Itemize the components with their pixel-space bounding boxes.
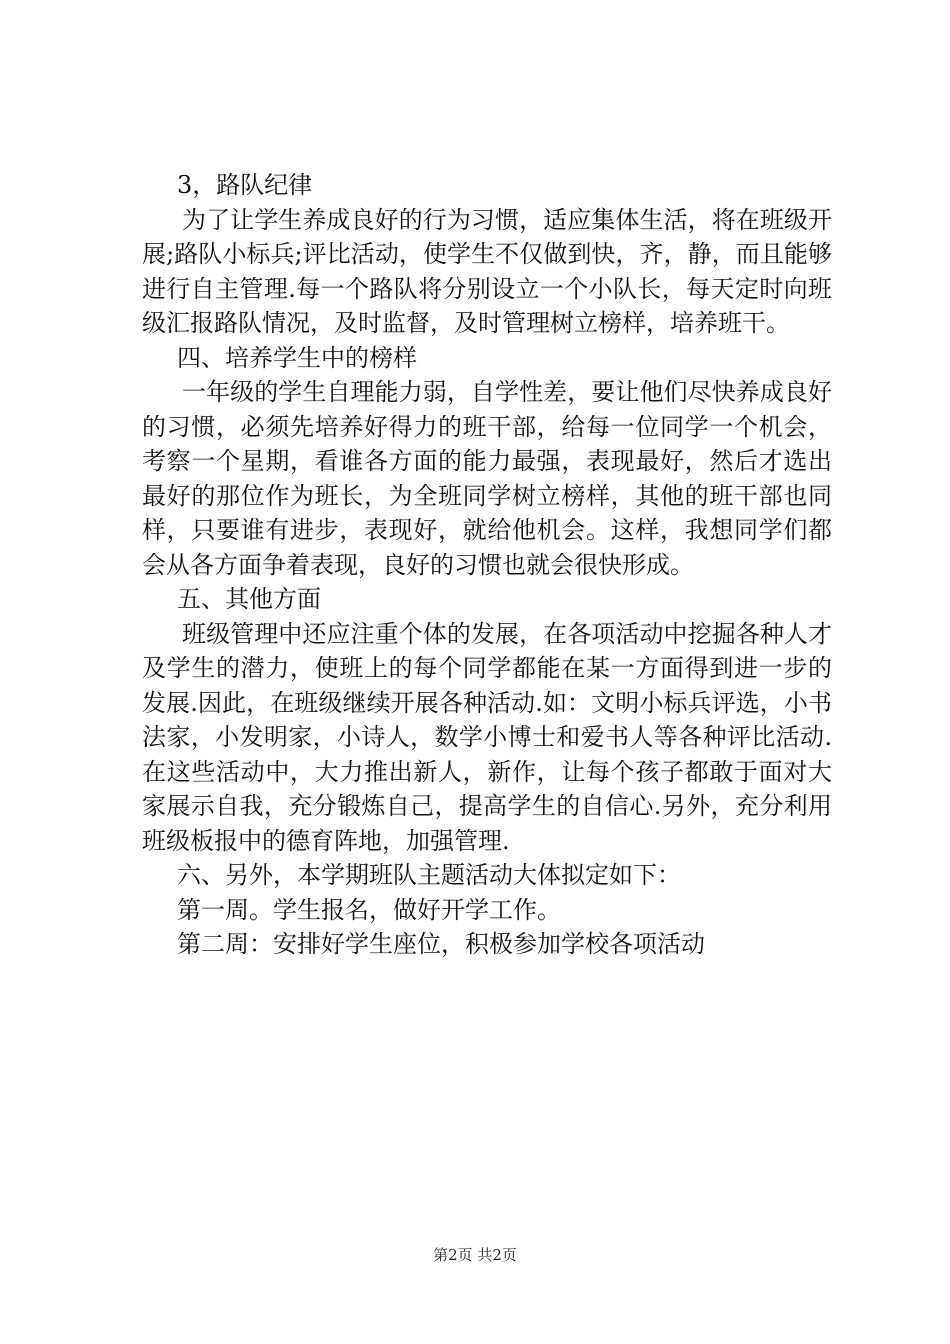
document-body	[142, 168, 832, 962]
paragraph-other-aspects: 班级管理中还应注重个体的发展，在各项活动中挖掘各种人才及学生的潜力，使班上的每个同学都能在某一方面得到进一步的发展.因此，在班级继续开展各种活动.如：文明小标兵评选，小书法家，小发明家，小诗人，数学小博士和爱书人等各种评比活动.在这些活动中，大力推出新人，新作，让每个孩子都敢于面对大家展示自我，充分锻炼自己，提高学生的自信心.另外，充分利用班级板报中的德育阵地，加强管理.	[142, 619, 832, 855]
section-heading-theme-activities: 六、另外，本学期班队主题活动大体拟定如下：	[177, 861, 681, 889]
paragraph-route-discipline: 为了让学生养成良好的行为习惯，适应集体生活，将在班级开展;路队小标兵;评比活动，使学生不仅做到快，齐，静，而且能够进行自主管理.每一个路队将分别设立一个小队长，每天定时向班级汇报路队情况，及时监督，及时管理树立榜样，培养班干。	[142, 205, 832, 337]
section-heading-route-discipline: 3，路队纪律	[177, 171, 313, 199]
paragraph-role-models: 一年级的学生自理能力弱，自学性差，要让他们尽快养成良好的习惯，必须先培养好得力的班干部，给每一位同学一个机会，考察一个星期，看谁各方面的能力最强，表现最好，然后才选出最好的那位作为班长，为全班同学树立榜样，其他的班干部也同样，只要谁有进步，表现好，就给他机会。这样，我想同学们都会从各方面争着表现，良好的习惯也就会很快形成。	[142, 378, 832, 579]
schedule-week-2: 第二周：安排好学生座位，积极参加学校各项活动	[177, 930, 705, 958]
section-heading-other-aspects: 五、其他方面	[177, 585, 321, 613]
section-heading-role-models: 四、培养学生中的榜样	[177, 343, 417, 372]
page-number-footer: 第2页 共2页	[433, 1246, 517, 1264]
schedule-week-1: 第一周。学生报名，做好开学工作。	[177, 895, 561, 924]
